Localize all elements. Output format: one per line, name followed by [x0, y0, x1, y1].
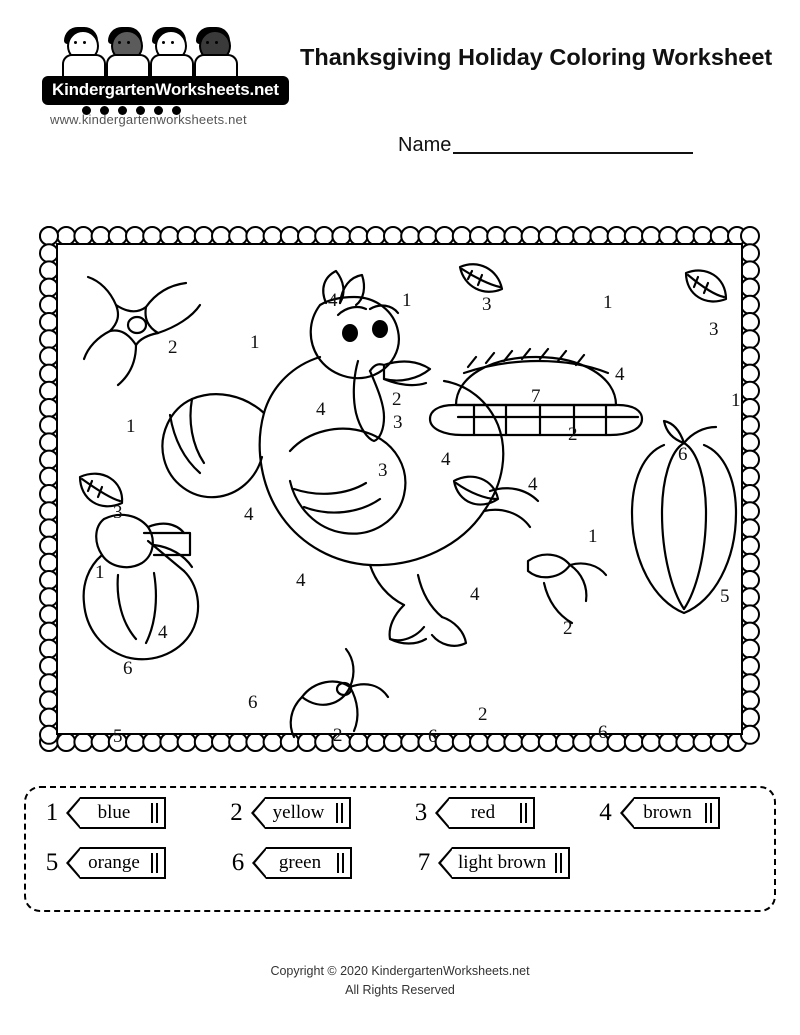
- legend-color-name-2: yellow: [272, 802, 325, 823]
- crayon-icon-1: [66, 797, 166, 829]
- kid-avatar-3: [148, 28, 192, 76]
- number-label: 4: [615, 364, 625, 385]
- number-label: 7: [531, 386, 541, 407]
- kid-avatar-2: [104, 28, 148, 76]
- coloring-artwork[interactable]: [56, 243, 743, 747]
- crayon-icon-3: [435, 797, 535, 829]
- number-label: 4: [316, 399, 326, 420]
- crayon-icon-5: [66, 847, 166, 879]
- number-label: 4: [528, 474, 538, 495]
- legend-item-7[interactable]: [412, 847, 594, 879]
- number-label: 1: [402, 290, 412, 311]
- color-key-legend: [24, 786, 776, 912]
- gourd-bottom-left: [84, 515, 198, 659]
- site-logo[interactable]: [42, 28, 302, 120]
- legend-color-name-7: light brown: [458, 852, 547, 873]
- page-header: [0, 0, 800, 156]
- legend-number-6: 6: [231, 849, 245, 876]
- coloring-panel: [38, 225, 761, 753]
- legend-item-5[interactable]: [40, 847, 222, 879]
- number-label: 6: [598, 722, 608, 743]
- number-label: 6: [248, 692, 258, 713]
- number-label: 6: [123, 658, 133, 679]
- number-label: 5: [720, 586, 730, 607]
- number-label: 2: [333, 725, 343, 746]
- number-label: 1: [95, 562, 105, 583]
- crayon-icon-4: [620, 797, 720, 829]
- number-label: 2: [392, 389, 402, 410]
- number-label: 1: [126, 416, 136, 437]
- legend-number-1: 1: [45, 799, 59, 826]
- name-input-line[interactable]: [453, 134, 693, 154]
- turkey-scene-drawing: [58, 245, 745, 737]
- crayon-icon-7: [438, 847, 570, 879]
- number-label: 3: [378, 460, 388, 481]
- number-label: 3: [709, 319, 719, 340]
- number-label: 5: [113, 726, 123, 747]
- legend-color-name-4: brown: [643, 802, 692, 823]
- crayon-icon-2: [251, 797, 351, 829]
- number-label: 6: [428, 726, 438, 747]
- site-url: www.kindergartenworksheets.net: [50, 112, 247, 127]
- number-label: 4: [441, 449, 451, 470]
- flower-top-left: [84, 277, 200, 385]
- number-label: 4: [328, 290, 338, 311]
- legend-row-2: [26, 838, 774, 888]
- number-label: 3: [393, 412, 403, 433]
- number-label: 4: [158, 622, 168, 643]
- legend-number-2: 2: [230, 799, 243, 826]
- legend-number-3: 3: [414, 799, 428, 826]
- copyright-text: Copyright © 2020 KindergartenWorksheets.net: [270, 964, 530, 978]
- legend-number-7: 7: [417, 849, 431, 876]
- turkey: [162, 271, 538, 646]
- number-label: 6: [678, 444, 688, 465]
- number-label: 3: [113, 502, 123, 523]
- number-label: 3: [482, 294, 492, 315]
- plant-right-center: [528, 555, 606, 623]
- kid-avatar-1: [60, 28, 104, 76]
- leaves-bottom-center: [291, 649, 388, 737]
- number-label: 1: [731, 390, 741, 411]
- legend-item-2[interactable]: [225, 797, 406, 829]
- number-label: 2: [168, 337, 178, 358]
- legend-row-1: [26, 788, 774, 838]
- page-footer: [0, 962, 800, 1000]
- number-label: 2: [563, 618, 573, 639]
- rights-text: All Rights Reserved: [345, 982, 455, 997]
- leaf-top-right: [686, 271, 726, 302]
- legend-item-3[interactable]: [409, 797, 590, 829]
- number-label: 2: [568, 424, 578, 445]
- legend-color-name-5: orange: [88, 852, 140, 873]
- legend-item-4[interactable]: [594, 797, 775, 829]
- legend-number-4: 4: [599, 799, 612, 826]
- leaf-top-center: [460, 264, 502, 292]
- number-label: 1: [603, 292, 613, 313]
- number-label: 4: [470, 584, 480, 605]
- number-label: 1: [588, 526, 598, 547]
- number-label: 2: [478, 704, 488, 725]
- kid-avatar-4: [192, 28, 236, 76]
- legend-item-6[interactable]: [226, 847, 408, 879]
- number-label: 1: [250, 332, 260, 353]
- number-label: 4: [296, 570, 306, 591]
- logo-wordmark: [42, 76, 289, 105]
- logo-kids-illustration: [60, 28, 270, 76]
- legend-item-1[interactable]: [40, 797, 221, 829]
- legend-color-name-6: green: [278, 852, 322, 873]
- page-title: Thanksgiving Holiday Coloring Worksheet: [300, 44, 773, 70]
- logo-text-net: .net: [249, 80, 279, 99]
- name-field-row: [398, 134, 693, 157]
- logo-text-worksheets: Worksheets: [155, 80, 250, 99]
- legend-color-name-3: red: [470, 802, 496, 823]
- name-label: Name: [398, 134, 452, 156]
- crayon-icon-6: [252, 847, 352, 879]
- number-label: 4: [244, 504, 254, 525]
- legend-color-name-1: blue: [97, 802, 131, 823]
- logo-text-kindergarten: Kindergarten: [52, 80, 156, 99]
- legend-number-5: 5: [45, 849, 59, 876]
